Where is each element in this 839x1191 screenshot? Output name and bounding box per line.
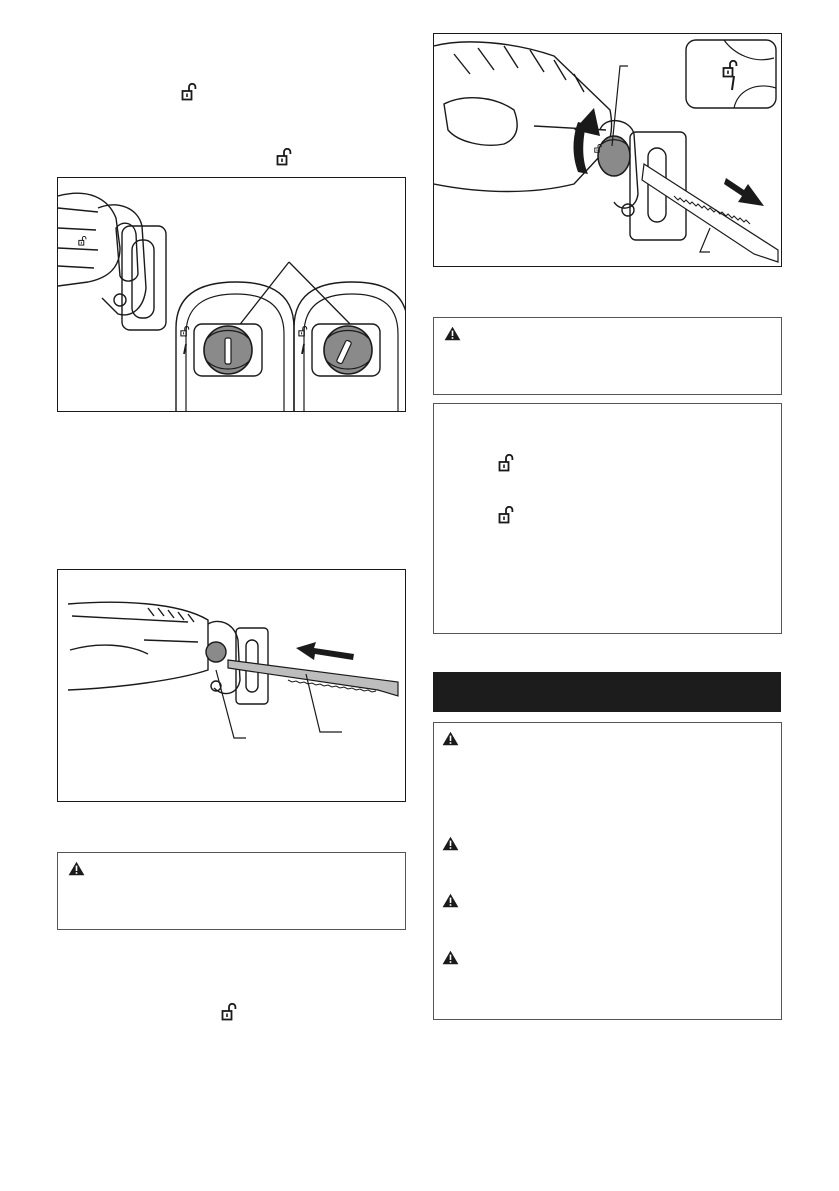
warning-icon	[442, 731, 459, 746]
section-header-bar	[433, 672, 781, 712]
unlock-icon	[221, 1003, 237, 1021]
section-warnings-box	[433, 722, 782, 1020]
unlock-icon	[498, 454, 514, 472]
unlock-icon	[276, 148, 292, 166]
figure-drawing	[58, 570, 405, 801]
figure-blade-removal	[433, 33, 782, 267]
figure-drawing	[434, 34, 781, 266]
warning-icon	[68, 861, 85, 876]
warning-box	[57, 852, 406, 930]
warning-box	[433, 317, 782, 395]
figure-blade-clamp-positions	[57, 177, 406, 412]
unlock-icon	[181, 83, 197, 101]
figure-drawing	[58, 178, 405, 411]
warning-icon	[442, 893, 459, 908]
info-box	[433, 403, 782, 634]
figure-blade-insertion	[57, 569, 406, 802]
warning-icon	[444, 326, 461, 341]
warning-icon	[442, 950, 459, 965]
warning-icon	[442, 836, 459, 851]
unlock-icon	[498, 506, 514, 524]
